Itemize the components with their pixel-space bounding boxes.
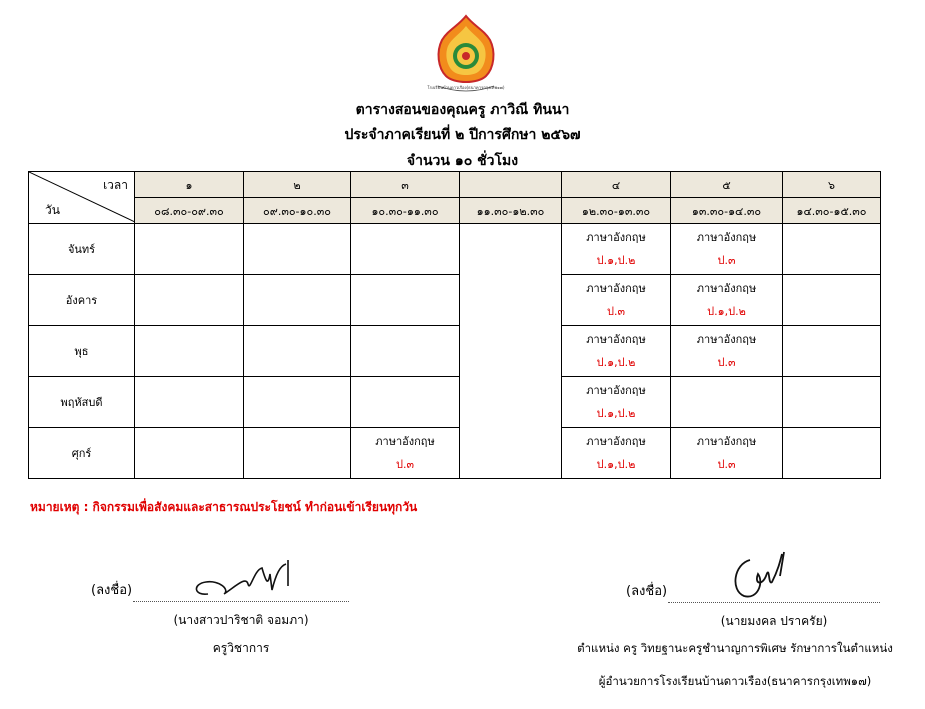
class-level-text: ป.๓ [717,458,736,471]
schedule-cell [244,326,351,377]
lunch-header [460,172,562,198]
schedule-cell [671,326,783,377]
schedule-cell [351,326,460,377]
schedule-cell [135,224,244,275]
schedule-cell [783,224,881,275]
time-header: ๑๑.๓๐-๑๒.๓๐ [460,198,562,224]
schedule-cell [671,224,783,275]
schedule-cell [351,224,460,275]
class-level-text: ป.๓ [717,356,736,369]
schedule-row [29,275,881,326]
schedule-title: ตารางสอนของคุณครู ภาวิณี ทินนา [355,102,570,118]
schedule-cell [783,275,881,326]
schedule-row [29,326,881,377]
period-header: ๑ [135,172,244,198]
left-sign-line [133,601,349,602]
schedule-cell [135,428,244,479]
right-signature-mark [728,546,798,602]
schedule-cell [562,377,671,428]
class-level-text: ป.๓ [717,254,736,267]
right-signer-position-line2: ผู้อำนวยการโรงเรียนบ้านดาวเรือง(ธนาคารกรุงเทพ๑๗) [598,674,872,688]
lunch-break-cell [460,224,562,479]
schedule-cell [562,326,671,377]
time-header: ๐๘.๓๐-๐๙.๓๐ [135,198,244,224]
left-signature-mark [190,556,300,602]
schedule-cell [135,377,244,428]
subject-text: ภาษาอังกฤษ [696,282,757,295]
semester-subtitle: ประจำภาคเรียนที่ ๒ ปีการศึกษา ๒๕๖๗ [344,127,581,143]
schedule-row [29,377,881,428]
class-level-text: ป.๑,ป.๒ [596,254,636,267]
class-level-text: ป.๓ [607,305,625,318]
right-signer-name: (นายมงคล ปราครัย) [720,614,828,628]
time-header: ๑๐.๓๐-๑๑.๓๐ [351,198,460,224]
class-level-text: ป.๑,ป.๒ [596,407,636,420]
class-level-text: ป.๑,ป.๒ [596,356,636,369]
class-level-text: ป.๓ [396,458,414,471]
subject-text: ภาษาอังกฤษ [586,333,646,346]
subject-text: ภาษาอังกฤษ [696,231,757,244]
class-level-text: ป.๑,ป.๒ [596,458,636,471]
schedule-cell [671,428,783,479]
subject-text: ภาษาอังกฤษ [586,282,646,295]
hours-subtitle: จำนวน ๑๐ ชั่วโมง [406,153,519,169]
period-header: ๕ [671,172,783,198]
corner-time-label: เวลา [103,178,128,192]
svg-text:โรงเรียนบ้านดาวเรือง(ธนาคารกรุ: โรงเรียนบ้านดาวเรือง(ธนาคารกรุงเทพ๑๗) [427,85,505,90]
time-header-row [29,198,881,224]
subject-text: ภาษาอังกฤษ [696,333,757,346]
schedule-cell [244,377,351,428]
schedule-cell [351,428,460,479]
schedule-row [29,224,881,275]
subject-text: ภาษาอังกฤษ [586,384,646,397]
subject-text: ภาษาอังกฤษ [375,435,435,448]
time-header: ๑๓.๓๐-๑๔.๓๐ [671,198,783,224]
school-emblem-logo [424,12,508,96]
left-sign-label: (ลงชื่อ) [91,583,133,598]
schedule-cell [562,275,671,326]
schedule-cell [671,275,783,326]
schedule-cell [783,428,881,479]
period-header: ๖ [783,172,881,198]
schedule-cell [244,428,351,479]
period-header: ๒ [244,172,351,198]
schedule-cell [351,377,460,428]
day-label: พุธ [29,326,135,377]
period-header: ๔ [562,172,671,198]
schedule-cell [562,224,671,275]
schedule-cell [351,275,460,326]
left-signer-name: (นางสาวปาริชาติ จอมภา) [173,613,309,627]
corner-cell [29,172,135,224]
day-label: อังคาร [29,275,135,326]
right-signer-position-line1: ตำแหน่ง ครู วิทยฐานะครูชำนาญการพิเศษ รักษาการในตำแหน่ง [577,641,893,655]
schedule-row [29,428,881,479]
schedule-cell [135,275,244,326]
teaching-schedule-table [28,171,881,479]
corner-day-label: วัน [45,203,60,217]
time-header: ๑๒.๓๐-๑๓.๓๐ [562,198,671,224]
right-sign-line [668,602,880,603]
schedule-cell [783,377,881,428]
period-header-row [29,172,881,198]
class-level-text: ป.๑,ป.๒ [707,305,746,318]
subject-text: ภาษาอังกฤษ [586,231,646,244]
schedule-cell [671,377,783,428]
period-header: ๓ [351,172,460,198]
schedule-cell [783,326,881,377]
time-header: ๑๔.๓๐-๑๕.๓๐ [783,198,881,224]
remark-note: หมายเหตุ : กิจกรรมเพื่อสังคมและสาธารณประโยชน์ ทำก่อนเข้าเรียนทุกวัน [30,500,418,514]
schedule-cell [244,224,351,275]
schedule-cell [562,428,671,479]
schedule-cell [135,326,244,377]
subject-text: ภาษาอังกฤษ [586,435,646,448]
day-label: พฤหัสบดี [29,377,135,428]
day-label: จันทร์ [29,224,135,275]
subject-text: ภาษาอังกฤษ [696,435,757,448]
right-sign-label: (ลงชื่อ) [626,584,668,599]
left-signer-position: ครูวิชาการ [212,641,270,655]
schedule-cell [244,275,351,326]
time-header: ๐๙.๓๐-๑๐.๓๐ [244,198,351,224]
day-label: ศุกร์ [29,428,135,479]
